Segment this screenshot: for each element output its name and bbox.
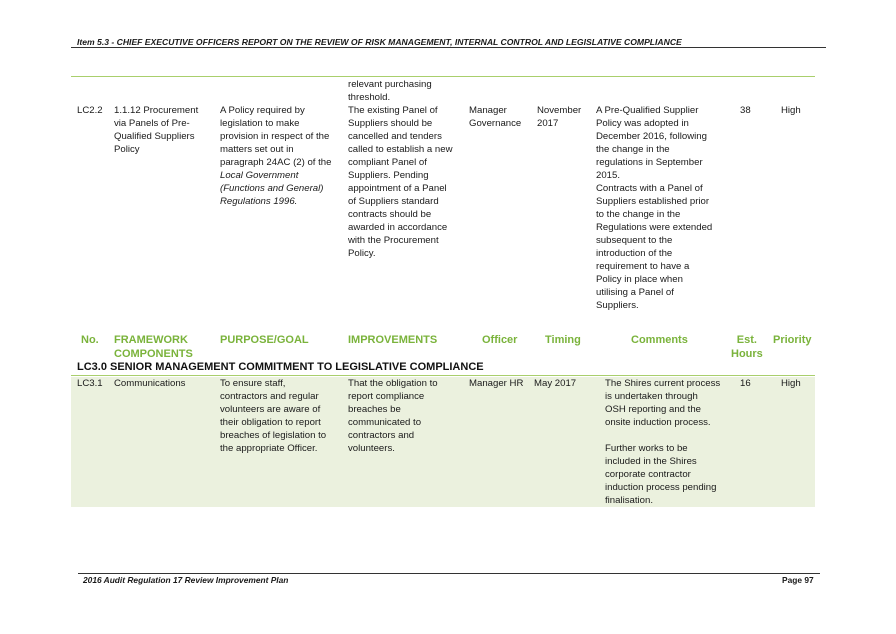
header-timing: Timing <box>545 334 581 346</box>
improvements-continued: relevant purchasing threshold. <box>348 79 432 103</box>
estimated-hours: 38 <box>740 105 751 116</box>
section-rule <box>71 375 815 376</box>
framework-component: Communications <box>114 378 186 389</box>
page-header-title: Item 5.3 - CHIEF EXECUTIVE OFFICERS REPORT ON THE REVIEW OF RISK MANAGEMENT, INTERNAL CONTROL AND LEGISLATIVE COMPLIANCE <box>77 37 682 47</box>
row-number: LC3.1 <box>77 378 103 389</box>
officer: Manager HR <box>469 378 524 389</box>
officer: Manager Governance <box>469 105 522 129</box>
header-framework: FRAMEWORK COMPONENTS <box>114 334 193 360</box>
timing: November 2017 <box>537 105 582 129</box>
purpose-goal: To ensure staff, contractors and regular volunteers are aware of their obligation to report breaches of legislation to the appropriate Officer. <box>220 378 327 454</box>
improvements: The existing Panel of Suppliers should be cancelled and tenders called to establish a new compliant Panel of Suppliers. Pending appointment of a Panel of Suppliers standard contracts should be awarded in accordance with the Procurement Policy. <box>348 105 453 259</box>
priority: High <box>781 378 801 389</box>
framework-component: 1.1.12 Procurement via Panels of Pre- Qualified Suppliers Policy <box>114 105 199 155</box>
header-rule <box>71 47 826 48</box>
header-officer: Officer <box>482 334 518 346</box>
purpose-regulation-citation: Local Government (Functions and General) Regulations 1996. <box>220 170 324 207</box>
row-number: LC2.2 <box>77 105 103 116</box>
purpose-goal <box>220 104 331 208</box>
purpose-text: A Policy required by legislation to make provision in respect of the matters set out in paragraph 24AC (2) of the <box>220 105 332 168</box>
footer-rule <box>78 573 820 574</box>
timing: May 2017 <box>534 378 577 389</box>
improvements: That the obligation to report compliance breaches be communicated to contractors and volunteers. <box>348 378 438 454</box>
section-title: LC3.0 SENIOR MANAGEMENT COMMITMENT TO LEGISLATIVE COMPLIANCE <box>77 361 484 373</box>
page-number: Page 97 <box>782 575 814 585</box>
header-comments: Comments <box>631 334 688 346</box>
priority: High <box>781 105 801 116</box>
header-improvements: IMPROVEMENTS <box>348 334 438 346</box>
estimated-hours: 16 <box>740 378 751 389</box>
header-hours: Est. Hours <box>731 334 763 360</box>
header-priority: Priority <box>773 334 812 346</box>
comments: The Shires current process is undertaken through OSH reporting and the onsite induction process. Further works to be included in the Shires corporate contractor induction process pending finalisation. <box>605 378 721 506</box>
comments: A Pre-Qualified Supplier Policy was adopted in December 2016, following the change in the regulations in September 2015. Contracts with a Panel of Suppliers established prior to the change in the Regulations were extended subsequent to the introduction of the requirement to have a Policy in place when utilising a Panel of Suppliers. <box>596 105 713 311</box>
footer-document-title: 2016 Audit Regulation 17 Review Improvement Plan <box>83 575 289 585</box>
header-no: No. <box>81 334 99 346</box>
header-purpose: PURPOSE/GOAL <box>220 334 309 346</box>
table-top-rule <box>71 76 815 77</box>
